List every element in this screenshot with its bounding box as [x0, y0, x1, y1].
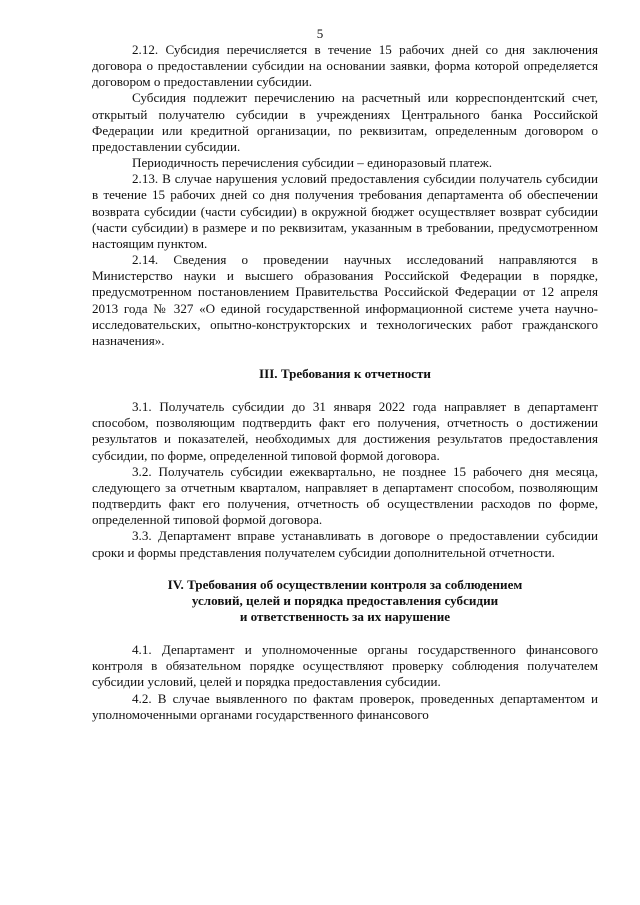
section-4-heading [92, 577, 598, 625]
spacer [92, 561, 598, 577]
section-3-heading: III. Требования к отчетности [259, 365, 431, 381]
paragraph-4-1: 4.1. Департамент и уполномоченные органы государственного финансового контроля в обязательном порядке осуществляют проверку соблюдения получателем субсидии условий, целей и порядка предоставления субсидии. [92, 642, 598, 690]
document-body [92, 42, 598, 723]
section-4-heading-line: условий, целей и порядка предоставления субсидии [191, 592, 499, 608]
paragraph-2-14: 2.14. Сведения о проведении научных исследований направляются в Министерство науки и высшего образования Российской Федерации в порядке, предусмотренном постановлением Правительства Российской Федерации от 12 апреля 2013 года № 327 «О единой государственной информационной системе учета научно-исследовательских, опытно-конструкторских и технологических работ гражданского назначения». [92, 252, 598, 348]
paragraph-2-12-periodicity: Периодичность перечисления субсидии – единоразовый платеж. [132, 155, 493, 171]
spacer [92, 382, 598, 399]
spacer [92, 625, 598, 642]
paragraph-2-12-account: Субсидия подлежит перечислению на расчетный или корреспондентский счет, открытый получателю субсидии в учреждениях Центрального банка Российской Федерации или кредитной организации, по реквизитам, определенным договором о предоставлении субсидии. [92, 90, 598, 154]
section-4-heading-line: и ответственность за их нарушение [239, 609, 451, 624]
paragraph-3-3: 3.3. Департамент вправе устанавливать в договоре о предоставлении субсидии сроки и формы представления получателем субсидии дополнительной отчетности. [92, 528, 598, 560]
paragraph-3-1: 3.1. Получатель субсидии до 31 января 2022 года направляет в департамент способом, позволяющим подтвердить факт его получения, отчетность о достижении результатов и показателей, необходимых для достижения результатов предоставления субсидии, по форме, определенной типовой формой договора. [92, 399, 598, 463]
paragraph-3-2: 3.2. Получатель субсидии ежеквартально, не позднее 15 рабочего дня месяца, следующего за отчетным кварталом, направляет в департамент способом, позволяющим подтвердить факт его получения, отчетность об осуществлении расходов по форме, определенной типовой формой договора. [92, 463, 598, 528]
paragraph-2-12: 2.12. Субсидия перечисляется в течение 15 рабочих дней со дня заключения договора о предоставлении субсидии на основании заявки, форма которой определяется договором о предоставлении субсидии. [92, 42, 598, 90]
spacer [92, 349, 598, 366]
paragraph-2-13: 2.13. В случае нарушения условий предоставления субсидии получатель субсидии в течение 15 рабочих дней со дня получения требования департамента об обеспечении возврата субсидии (части субсидии) в окружной бюджет осуществляет возврат субсидии (части субсидии) в размере и по реквизитам, указанным в требовании, предусмотренном настоящим пунктом. [92, 171, 598, 251]
paragraph-4-2: 4.2. В случае выявленного по фактам проверок, проведенных департаментом и уполномоченными органами государственного финансового [92, 690, 598, 722]
section-4-heading-line: IV. Требования об осуществлении контроля за соблюдением [167, 576, 523, 592]
page-number: 5 [316, 26, 324, 41]
